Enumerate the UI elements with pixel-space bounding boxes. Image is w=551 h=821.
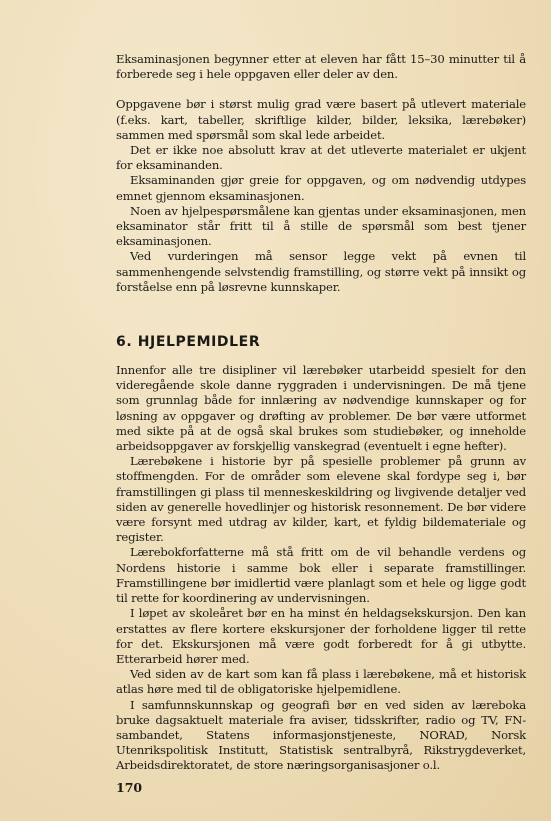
- paragraph: Lærebøkene i historie byr på spesielle problemer på grunn av stoffmengden. For de områder som elevene skal fordype seg i, bør framstillingen gi plass til menneskeskildring og livgivende detaljer ved siden av generelle hovedlinjer og historisk resonnement. De bør videre være forsynt med utdrag av kilder, kart, et fyldig bildemateriale og register.: [116, 454, 526, 545]
- paragraph: I samfunnskunnskap og geografi bør en ved siden av læreboka bruke dagsaktuelt materiale fra aviser, tidsskrifter, radio og TV, FN-sambandet, Statens informasjonstjeneste, NORAD, Norsk Utenrikspolitisk Institutt, Statistisk sentralbyrå, Rikstrygdeverket, Arbeidsdirektoratet, de store næringsorganisasjoner o.l.: [116, 697, 526, 773]
- paragraph: Oppgavene bør i størst mulig grad være basert på utlevert materiale (f.eks. kart, tabeller, skriftlige kilder, bilder, leksika, lærebøker) sammen med spørsmål som skal lede arbeidet.: [116, 97, 526, 142]
- paragraph: Lærebokforfatterne må stå fritt om de vil behandle verdens og Nordens historie i samme bok eller i separate framstillinger. Framstillingene bør imidlertid være planlagt som et hele og ligge godt til rette for koordinering av undervisningen.: [116, 545, 526, 606]
- paragraph: Det er ikke noe absolutt krav at det utleverte materialet er ukjent for eksaminanden.: [116, 143, 526, 173]
- paragraph: Ved vurderingen må sensor legge vekt på evnen til sammenhengende selvstendig framstilling, og større vekt på innsikt og forståelse enn på løsrevne kunnskaper.: [116, 249, 526, 294]
- page-number: 170: [116, 780, 143, 795]
- paragraph: I løpet av skoleåret bør en ha minst én heldagsekskursjon. Den kan erstattes av flere kortere ekskursjoner der forholdene ligger til rette for det. Ekskursjonen må være godt forberedt for å gi utbytte. Etterarbeid hører med.: [116, 606, 526, 666]
- paragraph: Eksaminanden gjør greie for oppgaven, og om nødvendig utdypes emnet gjennom eksaminasjonen.: [116, 173, 526, 203]
- section-heading: 6. HJELPEMIDLER: [116, 334, 261, 351]
- paragraph: Noen av hjelpespørsmålene kan gjentas under eksaminasjonen, men eksaminator står fritt til å stille de spørsmål som best tjener eksaminasjonen.: [116, 203, 526, 249]
- paragraph: Innenfor alle tre disipliner vil lærebøker utarbeidd spesielt for den videregående skole danne ryggraden i undervisningen. De må tjene som grunnlag både for innlæring av nødvendige kunnskaper og for løsning av oppgaver og drøfting av problemer. De bør være utformet med sikte på at de også skal brukes som studiebøker, og inneholde arbeidsoppgaver av forskjellig vanskegrad (eventuelt i egne hefter).: [116, 363, 526, 454]
- paragraph: Eksaminasjonen begynner etter at eleven har fått 15–30 minutter til å forberede seg i hele oppgaven eller deler av den.: [116, 52, 526, 82]
- paragraph: Ved siden av de kart som kan få plass i lærebøkene, må et historisk atlas høre med til de obligatoriske hjelpemidlene.: [116, 667, 526, 697]
- text-column: [116, 52, 526, 774]
